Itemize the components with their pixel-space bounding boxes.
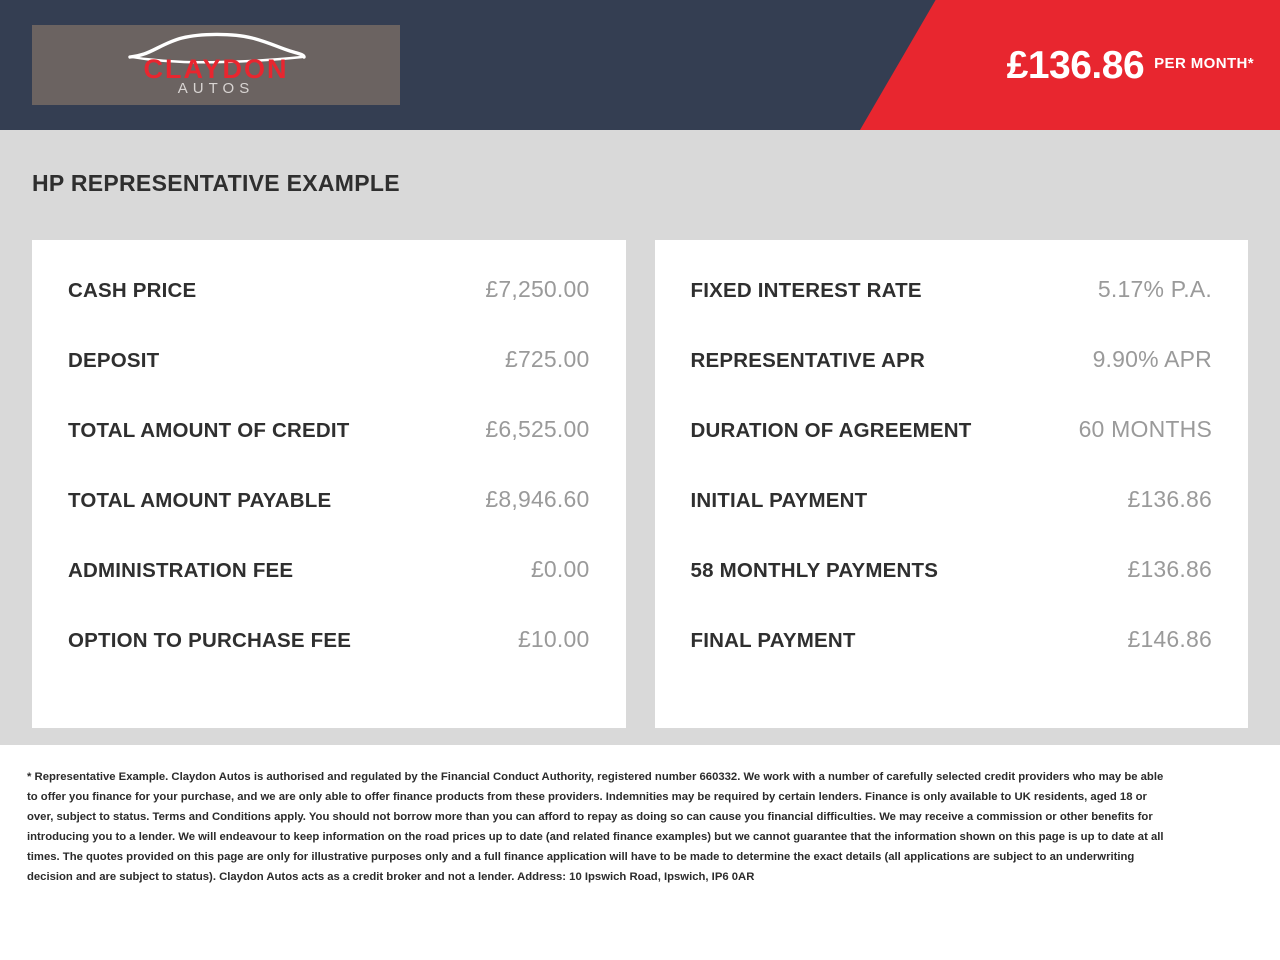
row-value: £725.00 [504, 346, 590, 372]
row-label: CASH PRICE [68, 279, 197, 302]
row-value: £7,250.00 [485, 276, 590, 302]
table-row [691, 416, 1213, 486]
row-value: £136.86 [1127, 556, 1212, 582]
table-row [691, 276, 1213, 346]
logo-inner [116, 30, 316, 100]
row-label: TOTAL AMOUNT OF CREDIT [68, 419, 350, 442]
dealer-logo [32, 25, 400, 105]
row-label: TOTAL AMOUNT PAYABLE [68, 489, 332, 512]
row-label: OPTION TO PURCHASE FEE [68, 629, 352, 652]
page-footer [0, 745, 1280, 960]
row-value: 60 MONTHS [1078, 416, 1212, 442]
row-label: DEPOSIT [68, 349, 160, 372]
row-value: £10.00 [517, 626, 590, 652]
table-row [691, 486, 1213, 556]
row-value: £8,946.60 [485, 486, 590, 512]
table-row [68, 556, 590, 626]
table-row [68, 416, 590, 486]
logo-brand-name: CLAYDON [143, 54, 289, 84]
row-value: 5.17% P.A. [1097, 276, 1212, 302]
table-row [691, 556, 1213, 626]
row-label: 58 MONTHLY PAYMENTS [690, 559, 939, 582]
table-row [68, 486, 590, 556]
table-row [691, 626, 1213, 696]
finance-cards [32, 240, 1248, 728]
row-label: ADMINISTRATION FEE [68, 559, 294, 582]
row-label: INITIAL PAYMENT [690, 489, 868, 512]
row-label: FIXED INTEREST RATE [690, 279, 922, 302]
price-period-label: PER MONTH* [1154, 55, 1254, 72]
table-row [68, 346, 590, 416]
row-label: REPRESENTATIVE APR [690, 349, 925, 372]
logo-brand-sub: AUTOS [177, 80, 255, 97]
main-content [0, 130, 1280, 745]
row-label: DURATION OF AGREEMENT [690, 419, 972, 442]
table-row [68, 276, 590, 346]
row-value: £146.86 [1127, 626, 1212, 652]
table-row [691, 346, 1213, 416]
table-row [68, 626, 590, 696]
price-amount: £136.86 [1006, 43, 1145, 87]
row-value: 9.90% APR [1092, 346, 1212, 372]
disclaimer-text: * Representative Example. Claydon Autos is authorised and regulated by the Financial Conduct Authority, registered number 660332. We work with a number of carefully selected credit providers who may be able to offer you finance for your purchase, and we are only able to offer finance products from these providers. Indemnities may be required by certain lenders. Finance is only available to UK residents, aged 18 or over, subject to status. Terms and Conditions apply. You should not borrow more than you can afford to repay as doing so can cause you financial difficulties. We may receive a commission or other benefits for introducing you to a lender. We will endeavour to keep information on the road prices up to date (and related finance examples) but we cannot guarantee that the information shown on this page is up to date at all times. The quotes provided on this page are only for illustrative purposes only and a full finance application will have to be made to determine the exact details (all applications are subject to an underwriting decision and are subject to status). Claydon Autos acts as a credit broker and not a lender. Address: 10 Ipswich Road, Ipswich, IP6 0AR [27, 771, 1164, 884]
row-value: £6,525.00 [485, 416, 590, 442]
monthly-price [860, 0, 1280, 130]
row-label: FINAL PAYMENT [690, 629, 856, 652]
page-header [0, 0, 1280, 130]
page-title: HP REPRESENTATIVE EXAMPLE [32, 170, 400, 196]
row-value: £136.86 [1127, 486, 1212, 512]
row-value: £0.00 [530, 556, 590, 582]
right-finance-card [655, 240, 1249, 728]
left-finance-card [32, 240, 626, 728]
